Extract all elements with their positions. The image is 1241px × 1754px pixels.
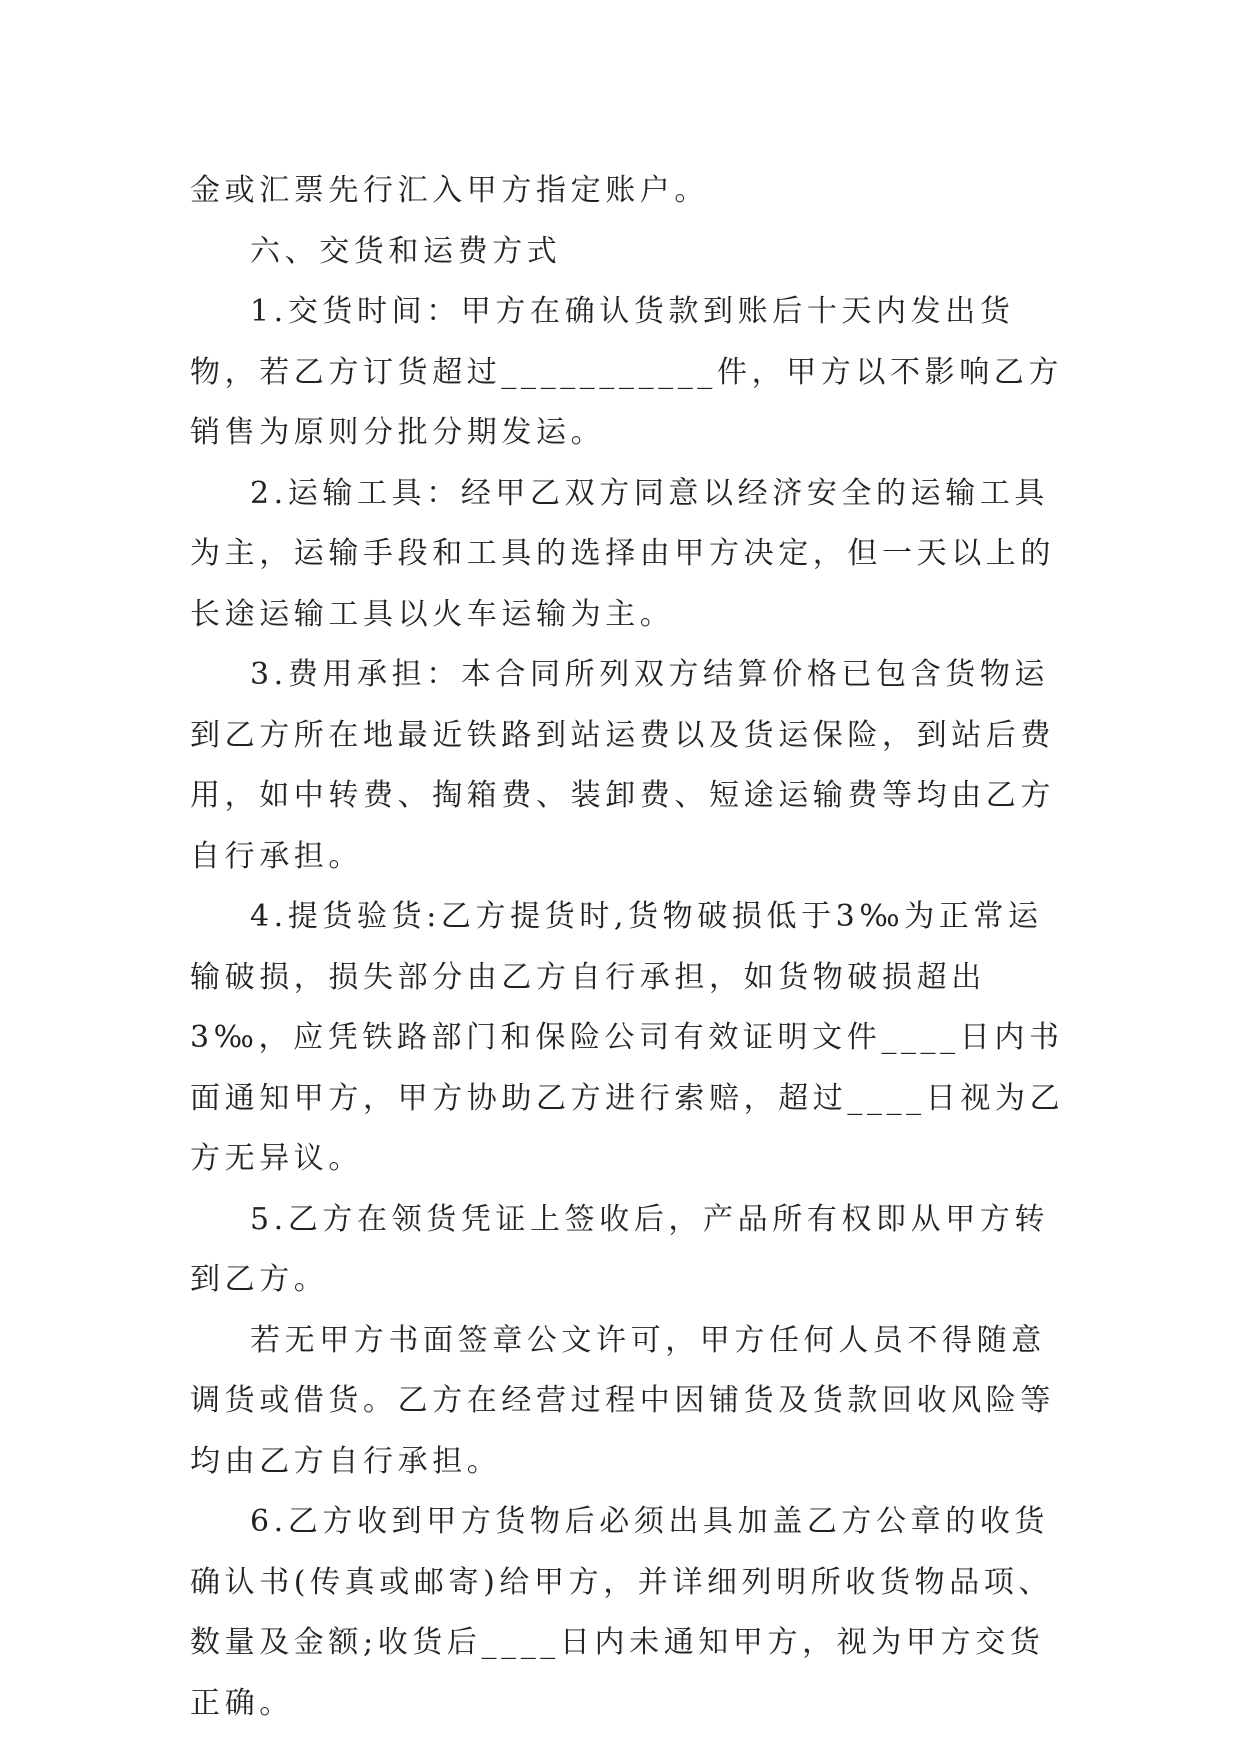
paragraph: 4.提货验货:乙方提货时,货物破损低于3‰为正常运输破损，损失部分由乙方自行承担，如货物破损超出3‰，应凭铁路部门和保险公司有效证明文件____日内书面通知甲方，甲方协助乙方进行索赔，超过____日视为乙方无异议。 (190, 899, 1065, 1176)
paragraph: 3.费用承担：本合同所列双方结算价格已包含货物运到乙方所在地最近铁路到站运费以及货运保险，到站后费用，如中转费、掏箱费、装卸费、短途运输费等均由乙方自行承担。 (190, 657, 1055, 874)
paragraph: 6.乙方收到甲方货物后必须出具加盖乙方公章的收货确认书(传真或邮寄)给甲方，并详细列明所收货物品项、数量及金额;收货后____日内未通知甲方，视为甲方交货正确。 (190, 1504, 1054, 1721)
paragraph: 5.乙方在领货凭证上签收后，产品所有权即从甲方转到乙方。 (190, 1201, 1050, 1297)
section-heading: 六、交货和运费方式 (250, 233, 562, 269)
paragraph: 1.交货时间：甲方在确认货款到账后十天内发出货物，若乙方订货超过___________件，甲方以不影响乙方销售为原则分批分期发运。 (190, 294, 1063, 450)
paragraph: 2.运输工具：经甲乙双方同意以经济安全的运输工具为主，运输手段和工具的选择由甲方决定，但一天以上的长途运输工具以火车运输为主。 (190, 475, 1055, 632)
paragraph: 若无甲方书面签章公文许可，甲方任何人员不得随意调货或借货。乙方在经营过程中因铺货及货款回收风险等均由乙方自行承担。 (190, 1322, 1055, 1479)
paragraph: 金或汇票先行汇入甲方指定账户。 (190, 173, 709, 208)
document-body (190, 161, 1070, 1734)
